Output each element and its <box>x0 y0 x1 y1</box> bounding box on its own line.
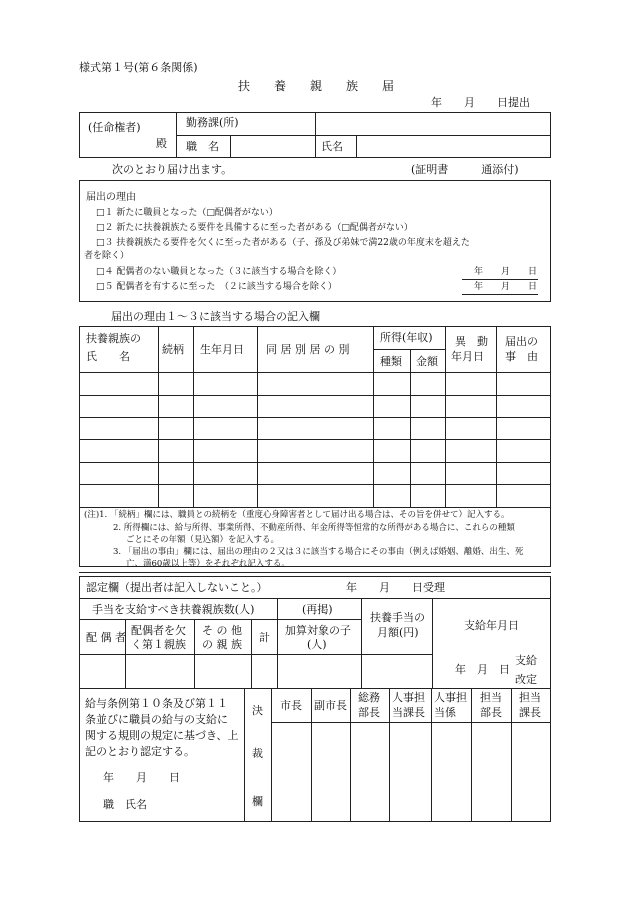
allowance-label-2: 月額(円) <box>377 626 419 639</box>
reason-date: 年 月 日 <box>474 267 538 277</box>
role-hr-section-chief: 人事担 <box>392 691 425 704</box>
col-income: 所得(年収) <box>380 331 433 344</box>
role-director-2: 部長 <box>480 706 502 719</box>
appointer-label: (任命権者) <box>88 121 141 134</box>
role-hr-staff-2: 当係 <box>434 706 456 719</box>
other-label: そ の 他 <box>202 624 242 637</box>
office-label: 勤務課(所) <box>186 116 239 129</box>
reasons-title: 届出の理由 <box>86 192 136 203</box>
role-section-chief: 担当 <box>519 691 541 704</box>
role-hr-staff: 人事担 <box>434 691 467 704</box>
col-change-2: 年月日 <box>451 350 484 363</box>
form-number: 様式第１号(第６条関係) <box>79 61 198 74</box>
col-birth: 生年月日 <box>200 343 244 356</box>
col-reason-2: 事 由 <box>505 350 538 363</box>
col-relation: 続柄 <box>162 343 184 356</box>
col-reason: 届出の <box>505 335 538 348</box>
section-title: 届出の理由１～３に該当する場合の記入欄 <box>111 310 320 323</box>
addition-label-2: (人) <box>307 638 327 651</box>
decision-col-label: 欄 <box>252 795 263 808</box>
col-change: 異 動 <box>455 335 488 348</box>
decision-text: 給与条例第１０条及び第１１ <box>85 697 228 710</box>
decision-official: 職 氏名 <box>103 798 147 811</box>
total-label: 計 <box>259 631 270 644</box>
col-income-type: 種類 <box>380 355 402 368</box>
role-general-affairs-director: 総務 <box>358 691 380 704</box>
col-name-2: 氏 名 <box>86 350 130 363</box>
note-line: 3. 「届出の事由」欄には、届出の理由の２又は３に該当する場合にその事由（例えば婚姻、離婚、出生、死 <box>113 547 524 557</box>
note-line: 2. 所得欄には、給与所得、事業所得、不動産所得、年金所得等恒常的な所得がある場合に、これらの種類 <box>113 523 515 533</box>
certificate-note: (証明書 通添付) <box>411 163 519 176</box>
count-label: 手当を支給すべき扶養親族数(人) <box>92 603 255 616</box>
col-name: 扶養親族の <box>86 332 141 345</box>
decision-text: 関する規則の規定に基づき、上 <box>85 729 239 742</box>
reason-item: □１ 新たに職員となった（□配偶者がない） <box>96 208 278 218</box>
role-section-chief-2: 課長 <box>519 706 541 719</box>
reason-item: □５ 配偶者を有するに至った （２に該当する場合を除く） <box>96 282 337 292</box>
role-general-affairs-director-2: 部長 <box>358 706 380 719</box>
pay-ymd: 年 月 日 <box>455 663 510 676</box>
reason-item: □３ 扶養親族たる要件を欠くに至った者がある（子、孫及び弟妹で満22歳の年度末を超えた <box>96 238 470 248</box>
note-line: (注)1. 「続柄」欄には、職員との続柄を（重度心身障害者として届け出る場合は、その旨を併せて）記入する。 <box>84 510 510 520</box>
revise-label: 支給 <box>515 654 537 667</box>
decision-text: 記のとおり認定する。 <box>85 745 195 758</box>
decision-date: 年 月 日 <box>103 771 180 784</box>
role-director: 担当 <box>480 691 502 704</box>
lack-label: 配偶者を欠 <box>131 624 186 637</box>
form-title: 扶 養 親 族 届 <box>238 79 395 93</box>
col-income-amount: 金額 <box>416 355 438 368</box>
decision-col-label: 決 <box>252 704 263 717</box>
approval-title: 認定欄（提出者は記入しないこと。） <box>86 581 268 594</box>
reason-item-cont: 者を除く） <box>84 251 130 261</box>
allowance-label: 扶養手当の <box>370 611 425 624</box>
decision-col-label: 裁 <box>252 747 263 760</box>
note-line: ごとにその年額（見込額）を記入する。 <box>126 535 280 545</box>
addition-label: 加算対象の子 <box>285 624 351 637</box>
repost-label: (再掲) <box>302 603 333 616</box>
other-label-2: の 親 族 <box>202 638 242 651</box>
pay-date-label: 支給年月日 <box>464 619 519 632</box>
col-living: 同 居 別 居 の 別 <box>266 343 350 356</box>
submit-date: 年 月 日提出 <box>431 96 530 109</box>
position-label: 職 名 <box>186 140 219 153</box>
name-label: 氏名 <box>321 140 343 153</box>
role-vice-mayor: 副市長 <box>314 699 347 712</box>
decision-text: 条並びに職員の給与の支給に <box>85 713 228 726</box>
reason-item: □４ 配偶者のない職員となった（３に該当する場合を除く） <box>96 267 342 277</box>
lack-label-2: く第１親族 <box>131 638 186 651</box>
dono-label: 殿 <box>156 137 167 150</box>
note-line: 亡、満60歳以上等）をそれぞれ記入する。 <box>126 559 290 569</box>
received-date: 年 月 日受理 <box>346 581 445 594</box>
role-mayor: 市長 <box>280 699 302 712</box>
spouse-label: 配 偶 者 <box>86 631 126 644</box>
role-hr-section-chief-2: 当課長 <box>392 706 425 719</box>
revise-label-2: 改定 <box>515 673 537 686</box>
reason-item: □２ 新たに扶養親族たる要件を具備するに至った者がある（□配偶者がない） <box>96 223 413 233</box>
reason-date: 年 月 日 <box>474 282 538 292</box>
notice-text: 次のとおり届け出ます。 <box>112 163 233 176</box>
